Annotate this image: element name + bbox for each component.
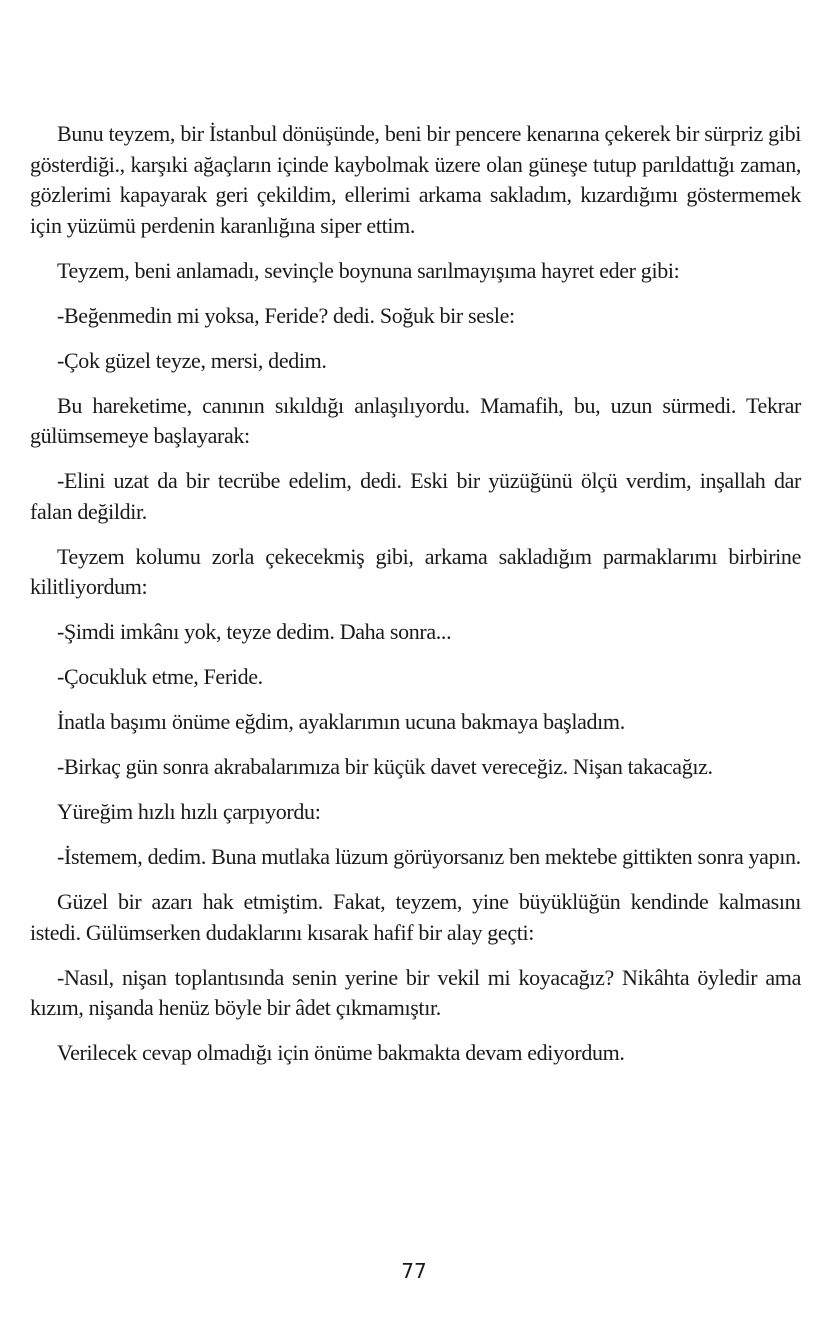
dialogue-line: -Elini uzat da bir tecrübe edelim, dedi. Eski bir yüzüğünü ölçü verdim, inşallah dar falan değildir.: [30, 468, 801, 524]
body-text: [30, 119, 801, 1083]
paragraph: Bunu teyzem, bir İstanbul dönüşünde, beni bir pencere kenarına çekerek bir sürpriz gibi gösterdiği., karşıki ağaçların içinde kaybolmak üzere olan güneşe tutup parıldattığı zaman, gözlerimi kapayarak geri çekildim, ellerimi arkama sakladım, kızardığımı göstermemek için yüzümü perdenin karanlığına siper ettim.: [30, 121, 801, 238]
paragraph: Yüreğim hızlı hızlı çarpıyordu:: [57, 799, 321, 824]
paragraph: Verilecek cevap olmadığı için önüme bakmakta devam ediyordum.: [57, 1040, 625, 1065]
paragraph: Teyzem kolumu zorla çekecekmiş gibi, arkama sakladığım parmaklarımı birbirine kilitliyordum:: [30, 543, 801, 599]
dialogue-line: -Çocukluk etme, Feride.: [57, 664, 263, 689]
paragraph: İnatla başımı önüme eğdim, ayaklarımın ucuna bakmaya başladım.: [57, 709, 625, 734]
page-number: 77: [401, 1259, 427, 1283]
dialogue-line: -İstemem, dedim. Buna mutlaka lüzum görüyorsanız ben mektebe gittikten sonra yapın.: [57, 844, 801, 869]
dialogue-line: -Çok güzel teyze, mersi, dedim.: [57, 347, 327, 373]
paragraph: Teyzem, beni anlamadı, sevinçle boynuna sarılmayışıma hayret eder gibi:: [57, 257, 680, 283]
dialogue-line: -Beğenmedin mi yoksa, Feride? dedi. Soğuk bir sesle:: [57, 302, 515, 328]
dialogue-line: -Şimdi imkânı yok, teyze dedim. Daha sonra...: [57, 619, 452, 644]
dialogue-line: -Birkaç gün sonra akrabalarımıza bir küçük davet vereceğiz. Nişan takacağız.: [57, 754, 713, 779]
dialogue-line: -Nasıl, nişan toplantısında senin yerine bir vekil mi koyacağız? Nikâhta öyledir ama kızım, nişanda henüz böyle bir âdet çıkmamıştır.: [30, 964, 801, 1020]
paragraph: Bu hareketime, canının sıkıldığı anlaşılıyordu. Mamafih, bu, uzun sürmedi. Tekrar gülümsemeye başlayarak:: [30, 392, 801, 448]
paragraph: Güzel bir azarı hak etmiştim. Fakat, teyzem, yine büyüklüğün kendinde kalmasını istedi. Gülümserken dudaklarını kısarak hafif bir alay geçti:: [30, 889, 801, 945]
